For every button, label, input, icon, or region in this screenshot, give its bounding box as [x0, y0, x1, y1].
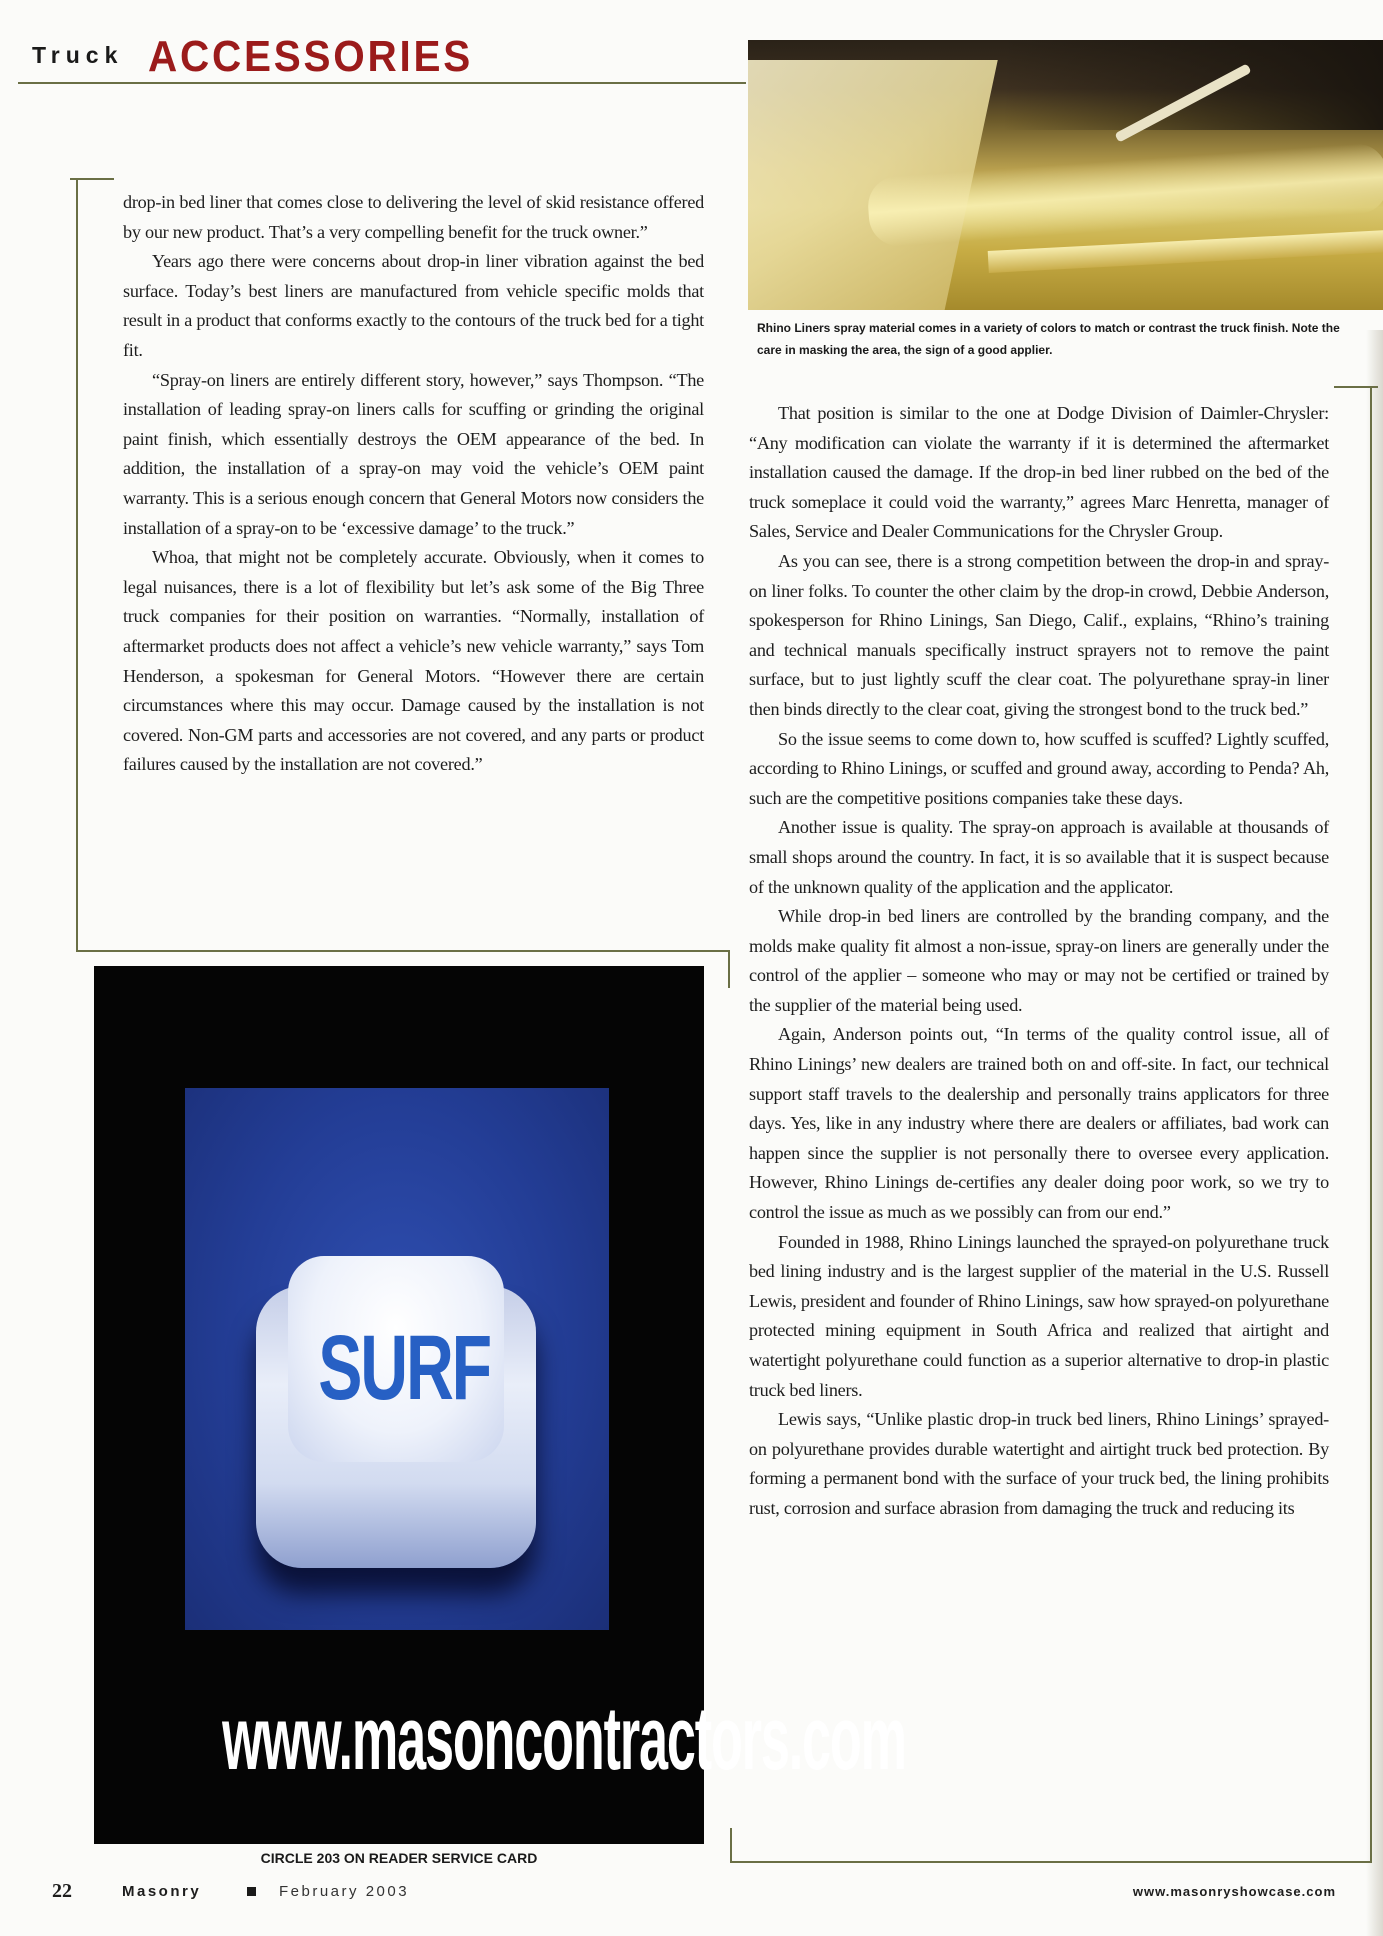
paragraph: While drop-in bed liners are controlled by the branding company, and the molds make quality fit almost a non-issue, spray-on liners are generally under the control of the applier – someone who may or may not be certified or trained by the supplier of the material being used. [749, 906, 1329, 1015]
article-column-left [123, 188, 704, 780]
right-frame-rule [730, 1828, 732, 1863]
section-label-small: Truck [32, 42, 124, 68]
paragraph: drop-in bed liner that comes close to delivering the level of skid resistance offered by our new product. That’s a very compelling benefit for the truck owner.” [123, 192, 704, 242]
paragraph: Another issue is quality. The spray-on approach is available at thousands of small shops around the country. In fact, it is so available that it is suspect because of the unknown quality of the application and the applicator. [749, 817, 1329, 897]
paragraph: Whoa, that might not be completely accurate. Obviously, when it comes to legal nuisances, there is a lot of flexibility but let’s ask some of the Big Three truck companies for their position on warranties. “Normally, installation of aftermarket products does not affect a vehicle’s new vehicle warranty,” says Tom Henderson, a spokesman for General Motors. “However there are certain circumstances where this may occur. Damage caused by the installation is not covered. Non-GM parts and accessories are not covered, and any parts or product failures caused by the installation are not covered.” [123, 547, 704, 775]
page-edge-shadow [1366, 330, 1383, 1936]
photo-shadow [1003, 40, 1383, 130]
keyboard-key-image [256, 1246, 536, 1568]
paragraph: That position is similar to the one at Dodge Division of Daimler-Chrysler: “Any modification can violate the warranty if it is determined the aftermarket installation caused the damage. If the drop-in bed liner rubbed on the bed of the truck someplace it could void the warranty,” agrees Marc Henretta, manager of Sales, Service and Dealer Communications for the Chrysler Group. [749, 403, 1329, 542]
paragraph: “Spray-on liners are entirely different story, however,” says Thompson. “The installation of leading spray-on liners calls for scuffing or grinding the original paint finish, which essentially destroys the OEM appearance of the bed. In addition, the installation of a spray-on may void the vehicle’s OEM paint warranty. This is a serious enough concern that General Motors now considers the installation of a spray-on to be ‘excessive damage’ to the truck.” [123, 369, 704, 538]
article-column-right [749, 399, 1329, 1524]
page-footer [52, 1880, 1342, 1906]
left-frame-rule [70, 178, 114, 180]
paragraph: So the issue seems to come down to, how scuffed is scuffed? Lightly scuffed, according to Rhino Linings, or scuffed and ground away, according to Penda? Ah, such are the competitive positions companies take these days. [749, 728, 1329, 808]
paragraph: Lewis says, “Unlike plastic drop-in truck bed liners, Rhino Linings’ sprayed-on polyurethane provides durable watertight and airtight truck bed protection. By forming a permanent bond with the surface of your truck bed, the lining prohibits rust, corrosion and surface abrasion from damaging the truck and reducing its [749, 1409, 1329, 1518]
footer-website-link[interactable]: www.masonryshowcase.com [1132, 1884, 1336, 1899]
left-frame-rule [76, 178, 78, 952]
right-frame-rule [730, 1861, 1372, 1863]
paragraph: Founded in 1988, Rhino Linings launched the sprayed-on polyurethane truck bed lining industry and is the largest supplier of the material in the U.S. Russell Lewis, president and founder of Rhino Linings, saw how sprayed-on polyurethane protected mining equipment in South Africa and realized that airtight and watertight polyurethane could function as a superior alternative to drop-in plastic truck bed liners. [749, 1231, 1329, 1400]
page-number: 22 [52, 1880, 72, 1902]
magazine-name: Masonry [122, 1883, 202, 1900]
reader-service-note: CIRCLE 203 ON READER SERVICE CARD [260, 1850, 538, 1866]
section-label-large: ACCESSORIES [148, 32, 474, 81]
ad-url-link[interactable]: www.masoncontractors.com [222, 1689, 906, 1789]
paragraph: Again, Anderson points out, “In terms of the quality control issue, all of Rhino Linings’ new dealers are trained both on and off-site. In fact, our technical support staff travels to the dealership and personally trains applicators for three days. Yes, like in any industry where there are dealers or affiliates, bad work can happen since the supplier is not personally there to oversee every application. However, Rhino Linings de-certifies any dealer doing poor work, so we try to control the issue as much as we possibly can from our end.” [749, 1024, 1329, 1223]
photo-caption: Rhino Liners spray material comes in a variety of colors to match or contrast the truck finish. Note the care in masking the area, the sign of a good applier. [757, 321, 1340, 357]
section-header [26, 30, 746, 86]
left-frame-rule [76, 950, 730, 952]
issue-date: February 2003 [279, 1883, 410, 1900]
advertisement[interactable] [94, 966, 906, 1844]
square-bullet-icon [247, 1887, 256, 1896]
truck-bed-photo [748, 40, 1383, 310]
left-frame-rule [728, 950, 730, 988]
paragraph: As you can see, there is a strong competition between the drop-in and spray-on liner folks. To counter the other claim by the drop-in crowd, Debbie Anderson, spokesperson for Rhino Linings, San Diego, Calif., explains, “Rhino’s training and technical manuals specifically instruct sprayers not to remove the paint surface, but to just lightly scuff the clear coat. The polyurethane spray-in liner then binds directly to the clear coat, giving the strongest bond to the truck bed.” [749, 550, 1329, 719]
key-label: SURF [318, 1317, 490, 1419]
paragraph: Years ago there were concerns about drop-in liner vibration against the bed surface. Today’s best liners are manufactured from vehicle specific molds that result in a product that conforms exactly to the contours of the truck bed for a tight fit. [123, 251, 704, 360]
header-rule [18, 82, 746, 84]
